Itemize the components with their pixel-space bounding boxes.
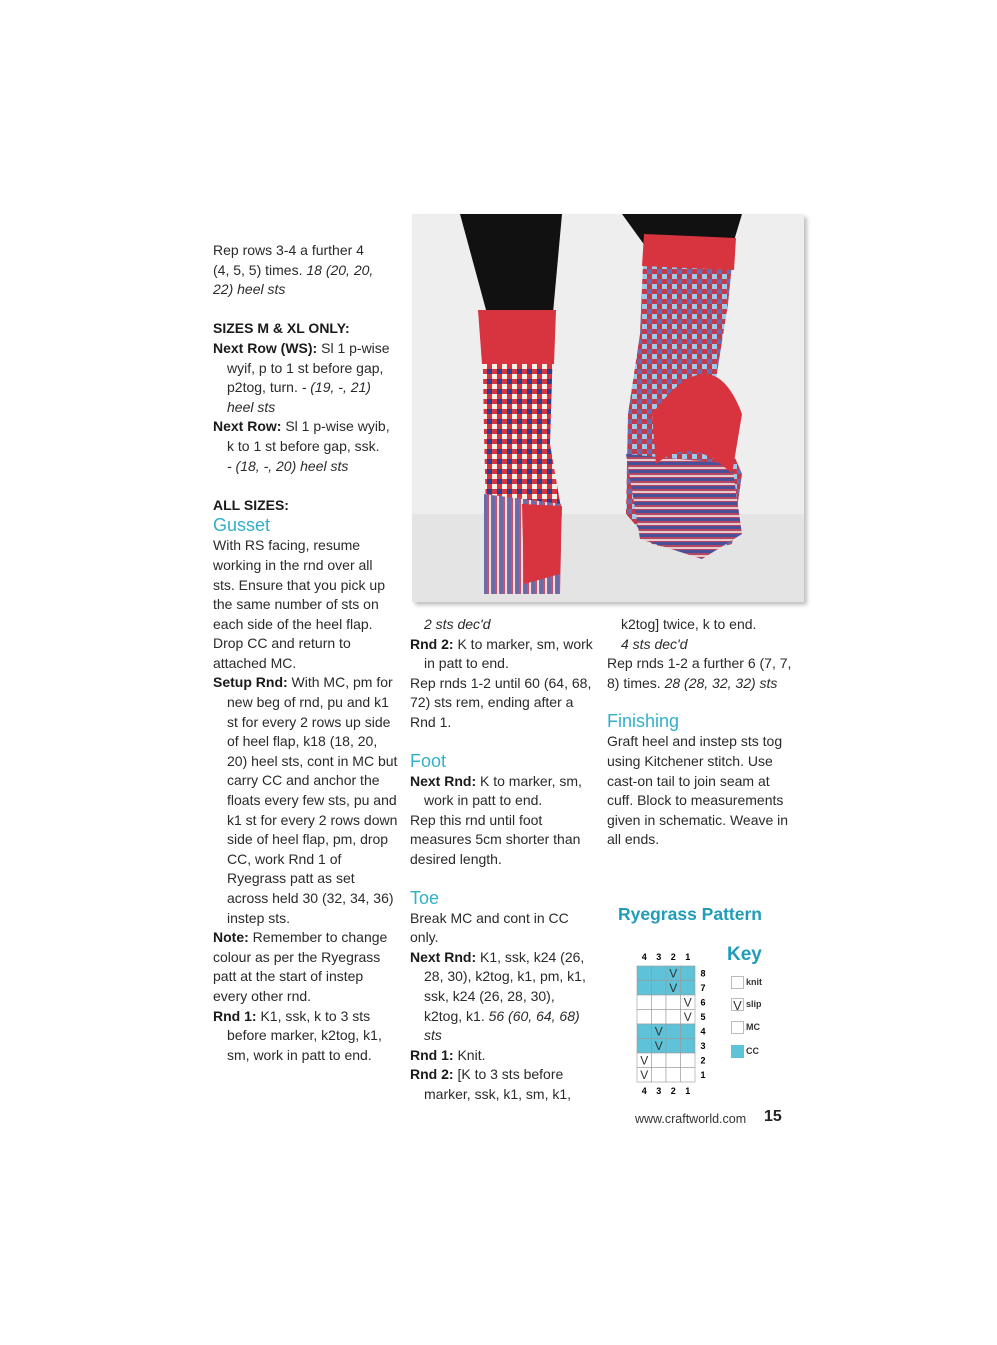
- heel-rep-count: 18 (20, 20,: [306, 261, 374, 278]
- chart-row-number: 5: [700, 1012, 706, 1022]
- heel-rep-count-end: 22) heel sts: [213, 281, 286, 298]
- chart-cell: [652, 1053, 667, 1068]
- foot-next-rnd-label: Next Rnd:: [410, 772, 477, 789]
- next-row-ws-label: Next Row (WS):: [213, 339, 318, 356]
- chart-cell: [666, 1024, 681, 1039]
- gusset-para: With RS facing, resume working in the rnd over all sts. Ensure that you pick up the same number of sts on each side of the heel flap.: [213, 537, 385, 632]
- chart-cell: [681, 1068, 696, 1083]
- chart-slip-symbol: V: [683, 1010, 692, 1024]
- foot-rep-para: Rep this rnd until foot measures 5cm shorter than desired length.: [410, 811, 581, 867]
- toe-rnd-2-text: [K to 3 sts before marker, ssk, k1, sm, k1,: [424, 1066, 572, 1102]
- chart-slip-symbol: V: [654, 1024, 663, 1039]
- chart-col-number-top: 4: [641, 952, 647, 962]
- toe-cont: k2tog] twice, k to end.: [621, 616, 757, 632]
- page-number: 15: [764, 1108, 782, 1125]
- chart-slip-symbol: V: [654, 1039, 663, 1053]
- note-para: [213, 928, 398, 1006]
- rnd-1: [213, 1007, 398, 1066]
- setup-rnd: [213, 673, 398, 928]
- gusset-heading: Gusset: [213, 515, 271, 536]
- chart-cell: [681, 1053, 696, 1068]
- sock-photo: [412, 214, 804, 602]
- key-mc-swatch: [731, 1021, 744, 1034]
- dec-line-text: 2 sts dec'd: [424, 616, 491, 632]
- chart-row-number: 8: [700, 968, 706, 979]
- rnd-2-label: Rnd 2:: [410, 635, 454, 652]
- chart-cell: [652, 981, 667, 996]
- heel-rep-line: Rep rows 3-4 a further 4: [213, 242, 364, 258]
- chart-cell: [666, 1068, 681, 1083]
- setup-rnd-text: With MC, pm for new beg of rnd, pu and k1 st for every 2 rows up side of heel flap, k18 (18, 20, 20) heel sts, cont in MC but carry CC and anchor the floats every few sts, pu and k1 st for every 2 rows down side of heel flap, pm, drop CC, work Rnd 1 of Ryegrass patt as set across held 30 (32, 34, 36) instep sts.: [227, 674, 398, 926]
- toe-rnd-2: [410, 1065, 595, 1104]
- chart-col-number-top: 1: [685, 952, 691, 962]
- next-row-ws-count: - (19, -, 21) heel sts: [227, 379, 371, 415]
- toe-rnd-1-label: Rnd 1:: [410, 1046, 454, 1063]
- key-mc: [731, 1021, 760, 1034]
- toe-rnd-1: [410, 1046, 595, 1066]
- chart-col-number-top: 2: [670, 952, 676, 962]
- chart-col-number-bottom: 2: [670, 1086, 676, 1096]
- finishing-para: Graft heel and instep sts tog using Kitchener stitch. Use cast-on tail to join seam at cuff. Block to measurements given in schematic. Weave in all ends.: [607, 733, 789, 848]
- key-knit: [731, 976, 762, 989]
- sizes-m-xl-heading: SIZES M & XL ONLY:: [213, 320, 350, 337]
- chart-cell: [681, 1039, 696, 1054]
- footer-url: www.craftworld.com: [635, 1112, 747, 1126]
- chart-cell: [666, 1053, 681, 1068]
- toe-next-rnd: [410, 948, 595, 1046]
- toe-rnd-2-label: Rnd 2:: [410, 1066, 454, 1083]
- next-row-label: Next Row:: [213, 418, 282, 435]
- chart-cell: [637, 1039, 652, 1054]
- chart-slip-symbol: V: [669, 966, 678, 981]
- chart-col-number-bottom: 4: [641, 1086, 647, 1096]
- chart-row-number: 7: [700, 983, 706, 993]
- chart-cell: [652, 995, 667, 1010]
- sock-illustration: [412, 214, 804, 602]
- key-slip-swatch: V: [731, 998, 744, 1011]
- toe-rep-count: 28 (28, 32, 32) sts: [664, 674, 778, 691]
- chart-slip-symbol: V: [669, 981, 678, 995]
- chart-row-number: 4: [700, 1026, 706, 1037]
- chart-cell: [666, 1039, 681, 1054]
- chart-cell: [681, 1024, 696, 1039]
- rnd-2: [410, 635, 595, 674]
- chart-cell: [681, 966, 696, 981]
- key-knit-swatch: [731, 976, 744, 989]
- chart-slip-symbol: V: [683, 995, 692, 1010]
- heel-rep-times: (4, 5, 5) times.: [213, 261, 303, 278]
- foot-heading: Foot: [410, 750, 447, 771]
- chart-cell: [637, 966, 652, 981]
- chart-col-number-top: 3: [656, 952, 662, 962]
- chart-cell: [666, 995, 681, 1010]
- chart-cell: [637, 995, 652, 1010]
- column-1: [213, 241, 398, 1065]
- chart-cell: [666, 1010, 681, 1025]
- note-label: Note:: [213, 929, 249, 946]
- rnd-1-label: Rnd 1:: [213, 1007, 257, 1024]
- toe-next-rnd-text: K1, ssk, k24 (26, 28, 30), k2tog, k1, pm, k1, ssk, k24 (26, 28, 30), k2tog, k1.: [424, 948, 586, 1024]
- chart-row-number: 6: [700, 997, 706, 1008]
- key-cc: [731, 1045, 759, 1058]
- toe-heading: Toe: [410, 887, 440, 908]
- next-row-ws-text: Sl 1 p-wise wyif, p to 1 st before gap, p2tog, turn.: [227, 339, 390, 396]
- note-text: Remember to change colour as per the Ryegrass patt at the start of instep every other rnd.: [213, 929, 388, 1004]
- chart-slip-symbol: V: [640, 1068, 649, 1082]
- next-row-count: - (18, -, 20) heel sts: [227, 457, 349, 474]
- foot-next-rnd: [410, 772, 595, 811]
- toe-dec-4-text: 4 sts dec'd: [621, 635, 688, 652]
- toe-rep-para: [607, 654, 792, 693]
- heel-rep-para: [213, 241, 398, 300]
- drop-cc-para: Drop CC and return to attached MC.: [213, 635, 351, 671]
- next-row-ws: [213, 339, 398, 417]
- column-3: [607, 615, 792, 850]
- chart-slip-symbol: V: [640, 1053, 649, 1068]
- toe-dec-4: [607, 635, 792, 655]
- chart-cell: [637, 1010, 652, 1025]
- chart-cell: [681, 981, 696, 996]
- column-2: [410, 615, 595, 1104]
- chart-row-number: 1: [700, 1070, 706, 1080]
- toe-rnd-1-text: Knit.: [457, 1046, 486, 1063]
- chart-cell: [637, 1024, 652, 1039]
- rnd-2-text: K to marker, sm, work in patt to end.: [424, 635, 593, 672]
- foot-next-rnd-text: K to marker, sm, work in patt to end.: [424, 772, 582, 809]
- toe-next-rnd-label: Next Rnd:: [410, 948, 477, 965]
- chart-col-number-bottom: 3: [656, 1086, 662, 1096]
- chart-title: Ryegrass Pattern: [618, 904, 762, 924]
- key-title: Key: [727, 944, 762, 965]
- chart-cell: [652, 1068, 667, 1083]
- all-sizes-heading: ALL SIZES:: [213, 496, 289, 513]
- key-cc-swatch: [731, 1045, 744, 1058]
- next-row: [213, 417, 398, 476]
- ryegrass-chart: [635, 950, 715, 1098]
- chart-row-number: 3: [700, 1041, 706, 1051]
- toe-next-rnd-count: 56 (60, 64, 68) sts: [424, 1007, 580, 1044]
- chart-col-number-bottom: 1: [685, 1086, 691, 1096]
- chart-cell: [652, 1010, 667, 1025]
- dec-line: [410, 615, 595, 635]
- chart-cell: [652, 966, 667, 981]
- key-slip: [731, 998, 762, 1011]
- toe-para: Break MC and cont in CC only.: [410, 909, 569, 946]
- toe-rep-text: Rep rnds 1-2 a further 6 (7, 7, 8) times.: [607, 655, 792, 691]
- key-knit-label: knit: [746, 976, 763, 987]
- chart-row-number: 2: [700, 1055, 706, 1066]
- setup-rnd-label: Setup Rnd:: [213, 674, 288, 691]
- finishing-heading: Finishing: [607, 711, 680, 732]
- key-cc-label: CC: [746, 1045, 759, 1056]
- key-mc-label: MC: [746, 1021, 760, 1032]
- key-slip-label: slip: [746, 998, 762, 1009]
- chart-cell: [637, 981, 652, 996]
- rnd-1-text: K1, ssk, k to 3 sts before marker, k2tog, k1, sm, work in patt to end.: [227, 1007, 382, 1063]
- rep-rnds-para: Rep rnds 1-2 until 60 (64, 68, 72) sts rem, ending after a Rnd 1.: [410, 674, 592, 730]
- next-row-text: Sl 1 p-wise wyib, k to 1 st before gap, ssk.: [227, 418, 390, 454]
